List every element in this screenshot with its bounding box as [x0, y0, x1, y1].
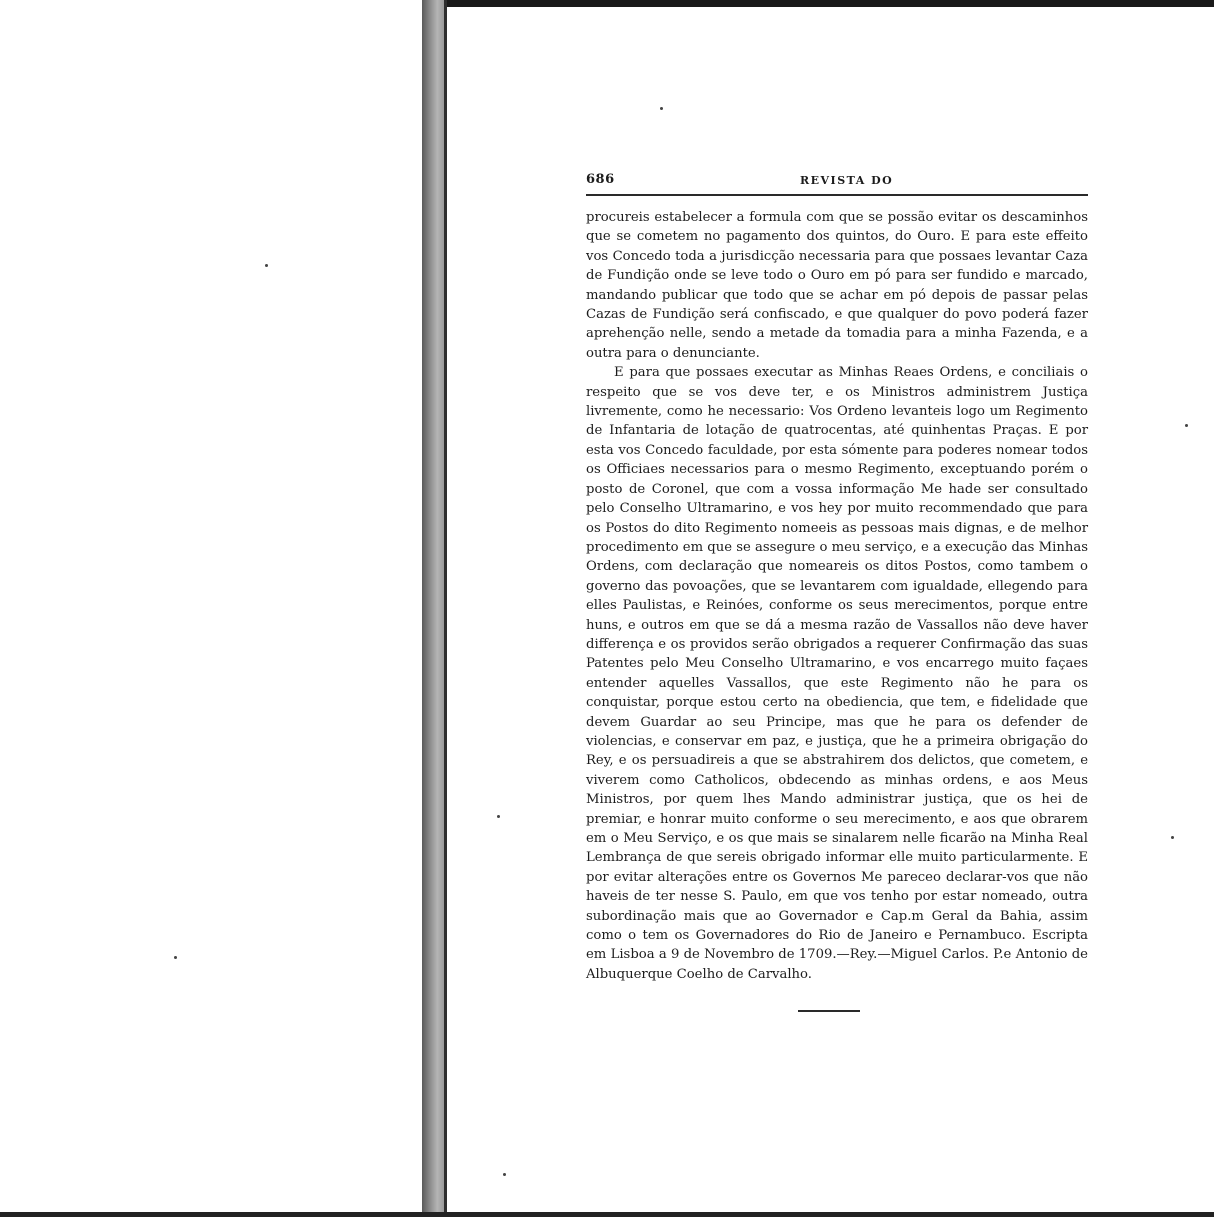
book-spine-edge — [444, 0, 447, 1217]
scan-speck — [660, 107, 663, 110]
body-text — [586, 208, 1088, 984]
header-rule — [586, 194, 1088, 196]
scan-speck — [265, 264, 268, 267]
end-rule — [798, 1010, 860, 1012]
scan-top-border — [424, 0, 1214, 7]
book-spine-shadow — [422, 0, 444, 1217]
scan-speck — [497, 815, 500, 818]
running-title: REVISTA DO — [800, 174, 894, 187]
scan-speck — [1171, 836, 1174, 839]
scan-speck — [174, 956, 177, 959]
page-number: 686 — [586, 172, 615, 187]
running-header — [586, 170, 1088, 192]
book-page — [586, 170, 1088, 1012]
scan-speck — [1185, 424, 1188, 427]
paragraph-1: procureis estabelecer a formula com que se possão evitar os descaminhos que se cometem no pagamento dos quintos, do Ouro. E para este effeito vos Concedo toda a jurisdicção necessaria para que possaes levantar Caza de Fundição onde se leve todo o Ouro em pó para ser fundido e marcado, mandando publicar que todo que se achar em pó depois de passar pelas Cazas de Fundição será confiscado, e que qualquer do povo poderá fazer aprehenção nelle, sendo a metade da tomadia para a minha Fazenda, e a outra para o denunciante. — [586, 210, 1088, 361]
scan-speck — [503, 1173, 506, 1176]
paragraph-2: E para que possaes executar as Minhas Reaes Ordens, e conciliais o respeito que se vos deve ter, e os Ministros administrem Justiça livremente, como he necessario: Vos Ordeno levanteis logo um Regimento de Infantaria de lotação de quatrocentas, até quinhentas Praças. E por esta vos Concedo faculdade, por esta sómente para poderes nomear todos os Officiaes necessarios para o mesmo Regimento, exceptuando porém o posto de Coronel, que com a vossa informação Me hade ser consultado pelo Conselho Ultramarino, e vos hey por muito recommendado que para os Postos do dito Regimento nomeeis as pessoas mais dignas, e de melhor procedimento em que se assegure o meu serviço, e a execução das Minhas Ordens, com declaração que nomeareis os ditos Postos, como tambem o governo das povoações, que se levantarem com igualdade, ellegendo para elles Paulistas, e Reinóes, conforme os seus merecimentos, porque entre huns, e outros em que se dá a mesma razão de Vassallos não deve haver differença e os providos serão obrigados a requerer Confirmação das suas Patentes pelo Meu Conselho Ultramarino, e vos encarrego muito façaes entender aquelles Vassallos, que este Regimento não he para os conquistar, porque estou certo na obediencia, que tem, e fidelidade que devem Guardar ao seu Principe, mas que he para os defender de violencias, e conservar em paz, e justiça, que he a primeira obrigação do Rey, e os persuadireis a que se abstrahirem dos delictos, que cometem, e viverem como Catholicos, obdecendo as minhas ordens, e aos Meus Ministros, por quem lhes Mando administrar justiça, que os hei de premiar, e honrar muito conforme o seu merecimento, e aos que obrarem em o Meu Serviço, e os que mais se sinalarem nelle ficarão na Minha Real Lembrança de que sereis obrigado informar elle muito particularmente. E por evitar alterações entre os Governos Me pareceo declarar-vos que não haveis de ter nesse S. Paulo, em que vos tenho por estar nomeado, outra subordinação mais que ao Governador e Cap.m Geral da Bahia, assim como o tem os Governadores do Rio de Janeiro e Pernambuco. Escripta em Lisboa a 9 de Novembro de 1709.—Rey.—Miguel Carlos. P.e Antonio de Albuquerque Coelho de Carvalho. — [586, 365, 1088, 982]
scan-bottom-border — [0, 1212, 1214, 1217]
